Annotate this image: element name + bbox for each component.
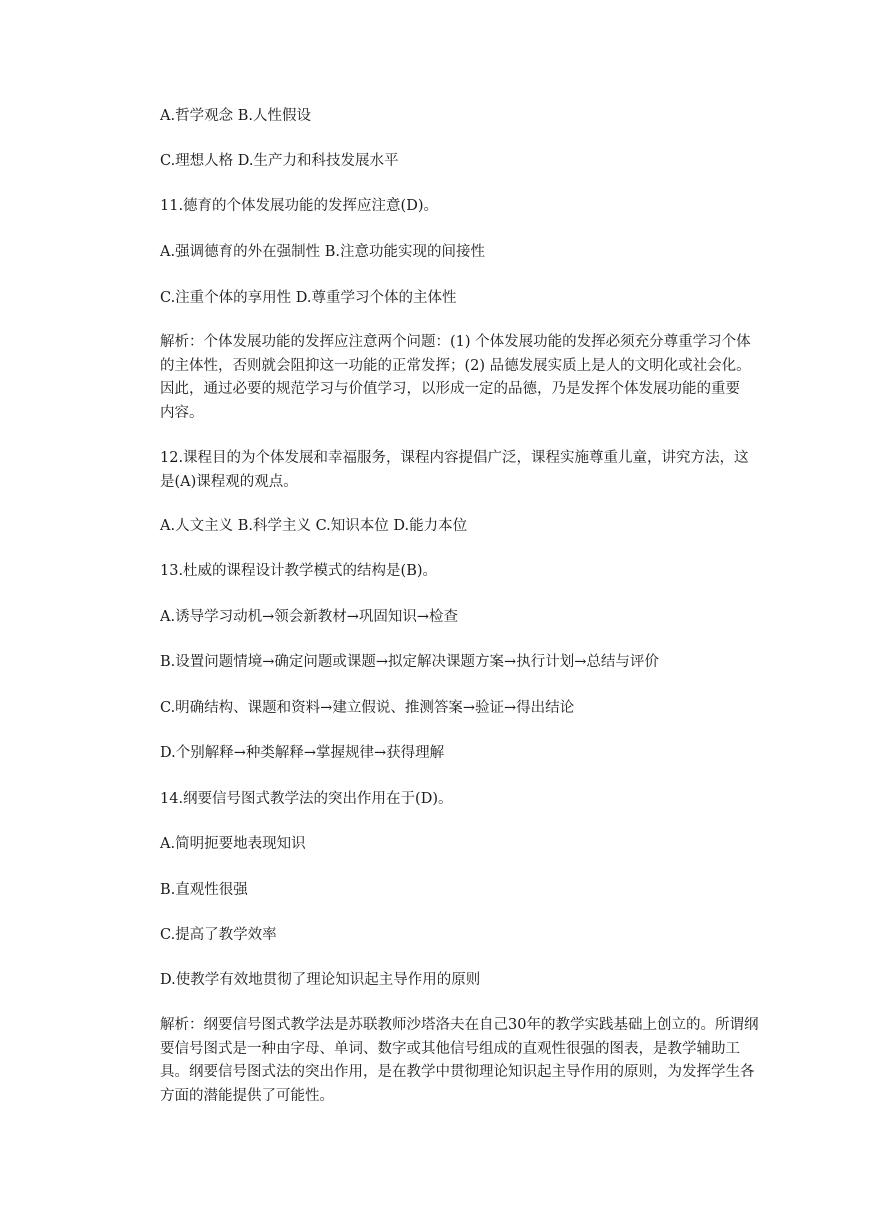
q14-analysis: 解析：纲要信号图式教学法是苏联教师沙塔洛夫在自己30年的教学实践基础上创立的。所谓纲要信号图式是一种由字母、单词、数字或其他信号组成的直观性很强的图表，是教学辅助工具。纲要信号图式法的突出作用，是在教学中贯彻理论知识起主导作用的原则，为发挥学生各方面的潜能提供了可能性。 — [160, 1017, 759, 1104]
q14-option-a: A.简明扼要地表现知识 — [160, 836, 306, 852]
q13-option-a: A.诱导学习动机→领会新教材→巩固知识→检查 — [160, 609, 459, 625]
q12-options: A.人文主义 B.科学主义 C.知识本位 D.能力本位 — [160, 518, 468, 534]
q11-question: 11.德育的个体发展功能的发挥应注意(D)。 — [160, 198, 438, 214]
q13-option-c: C.明确结构、课题和资料→建立假说、推测答案→验证→得出结论 — [160, 700, 575, 716]
q13-option-d: D.个别解释→种类解释→掌握规律→获得理解 — [160, 745, 445, 761]
q14-option-b: B.直观性很强 — [160, 882, 248, 898]
q10-options-cd: C.理想人格 D.生产力和科技发展水平 — [160, 153, 399, 169]
q11-analysis: 解析：个体发展功能的发挥应注意两个问题：(1) 个体发展功能的发挥必须充分尊重学习个体的主体性，否则就会阻抑这一功能的正常发挥；(2) 品德发展实质上是人的文明化或社会化。因此，通过必要的规范学习与价值学习，以形成一定的品德，乃是发挥个体发展功能的重要内容。 — [160, 334, 751, 421]
q14-question: 14.纲要信号图式教学法的突出作用在于(D)。 — [160, 791, 453, 807]
q11-options-cd: C.注重个体的享用性 D.尊重学习个体的主体性 — [160, 290, 457, 306]
q10-options-ab: A.哲学观念 B.人性假设 — [160, 108, 311, 124]
q13-option-b: B.设置问题情境→确定问题或课题→拟定解决课题方案→执行计划→总结与评价 — [160, 654, 659, 670]
q13-question: 13.杜威的课程设计教学模式的结构是(B)。 — [160, 563, 438, 579]
q12-question: 12.课程目的为个体发展和幸福服务，课程内容提倡广泛，课程实施尊重儿童，讲究方法，这是(A)课程观的观点。 — [160, 450, 749, 490]
q11-options-ab: A.强调德育的外在强制性 B.注意功能实现的间接性 — [160, 244, 485, 260]
q14-option-d: D.使教学有效地贯彻了理论知识起主导作用的原则 — [160, 972, 481, 988]
q14-option-c: C.提高了教学效率 — [160, 927, 277, 943]
